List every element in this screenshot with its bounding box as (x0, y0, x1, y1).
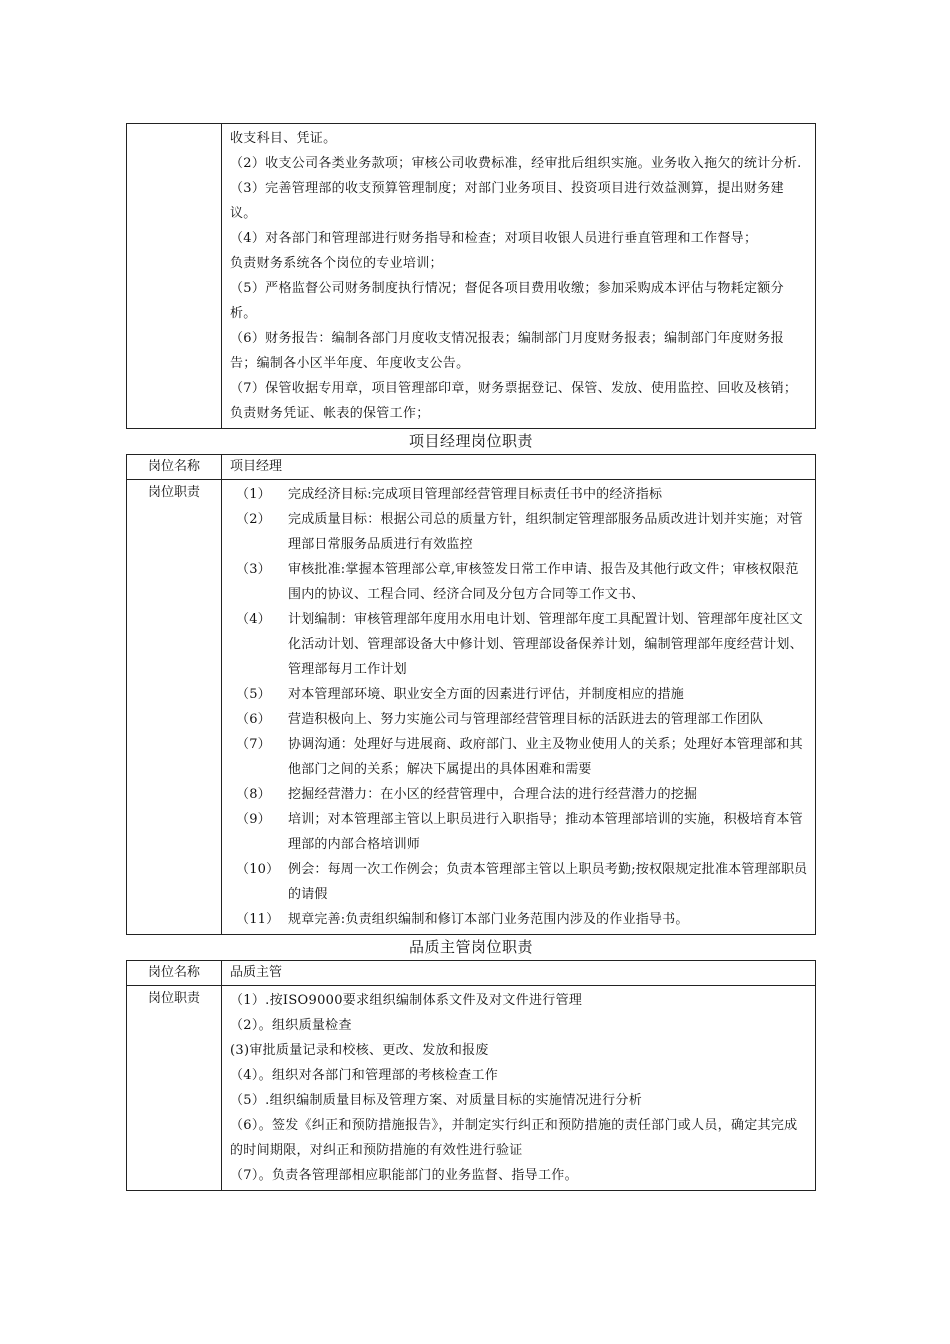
finance-line: （3）完善管理部的收支预算管理制度；对部门业务项目、投资项目进行效益测算，提出财务建议。 (230, 181, 784, 221)
item-number: （11） (236, 912, 280, 927)
finance-line: （6）财务报告：编制各部门月度收支情况报表；编制部门月度财务报表；编制部门年度财务报告；编制各小区半年度、年度收支公告。 (230, 331, 784, 371)
manager-name-label: 岗位名称 (127, 455, 222, 480)
item-number: （10） (236, 862, 280, 877)
list-item (230, 607, 808, 682)
item-text: 对本管理部环境、职业安全方面的因素进行评估，并制度相应的措施 (288, 687, 685, 702)
finance-line: （5）严格监督公司财务制度执行情况；督促各项目费用收缴；参加采购成本评估与物耗定额分析。 (230, 281, 784, 321)
finance-line: 收支科目、凭证。 (230, 131, 337, 146)
item-text: 挖掘经营潜力：在小区的经营管理中，合理合法的进行经营潜力的挖掘 (288, 787, 698, 802)
manager-duty-label-cell (127, 480, 222, 935)
quality-line: （4）。组织对各部门和管理部的考核检查工作 (230, 1068, 499, 1083)
item-number: （6） (236, 712, 271, 727)
document-page (126, 123, 816, 1191)
finance-label-cell (127, 124, 222, 429)
finance-line: 负责财务系统各个岗位的专业培训； (230, 256, 443, 271)
list-item (230, 482, 808, 507)
quality-section-title: 品质主管岗位职责 (408, 938, 533, 956)
manager-section-title: 项目经理岗位职责 (408, 432, 533, 450)
item-text: 规章完善:负责组织编制和修订本部门业务范围内涉及的作业指导书。 (288, 912, 689, 927)
item-text: 协调沟通：处理好与进展商、政府部门、业主及物业使用人的关系；处理好本管理部和其他部门之间的关系；解决下属提出的具体困难和需要 (288, 737, 803, 777)
list-item (230, 732, 808, 782)
list-item (230, 807, 808, 857)
list-item (230, 682, 808, 707)
quality-line: （6）。签发《纠正和预防措施报告》，并制定实行纠正和预防措施的责任部门或人员，确定其完成的时间期限，对纠正和预防措施的有效性进行验证 (230, 1118, 798, 1158)
finance-line: （4）对各部门和管理部进行财务指导和检查；对项目收银人员进行垂直管理和工作督导； (230, 231, 758, 246)
list-item (230, 782, 808, 807)
finance-line: （7）保管收据专用章，项目管理部印章，财务票据登记、保管、发放、使用监控、回收及核销；负责财务凭证、帐表的保管工作； (230, 381, 798, 421)
quality-name-label: 岗位名称 (127, 961, 222, 986)
quality-line: （1）.按ISO9000要求组织编制体系文件及对文件进行管理 (230, 993, 583, 1008)
quality-line: （2）。组织质量检查 (230, 1018, 352, 1033)
item-text: 完成质量目标：根据公司总的质量方针，组织制定管理部服务品质改进计划并实施；对管理部日常服务品质进行有效监控 (288, 512, 803, 552)
finance-content-cell (222, 124, 816, 429)
manager-duties-table (126, 454, 816, 935)
manager-name-value: 项目经理 (222, 455, 816, 480)
item-number: （1） (236, 487, 271, 502)
quality-duty-label: 岗位职责 (147, 991, 200, 1006)
item-number: （2） (236, 512, 271, 527)
list-item (230, 557, 808, 607)
manager-duty-content (222, 480, 816, 935)
finance-duties-table (126, 123, 816, 429)
quality-duty-label-cell (127, 986, 222, 1191)
list-item (230, 507, 808, 557)
item-number: （9） (236, 812, 271, 827)
item-text: 例会：每周一次工作例会；负责本管理部主管以上职员考勤;按权限规定批准本管理部职员的请假 (288, 862, 808, 902)
quality-line: （5）.组织编制质量目标及管理方案、对质量目标的实施情况进行分析 (230, 1093, 643, 1108)
item-number: （8） (236, 787, 271, 802)
item-text: 计划编制：审核管理部年度用水用电计划、管理部年度工具配置计划、管理部年度社区文化活动计划、管理部设备大中修计划、管理部设备保养计划，编制管理部年度经营计划、管理部每月工作计划 (288, 612, 803, 677)
item-number: （4） (236, 612, 271, 627)
quality-duty-content (222, 986, 816, 1191)
item-text: 营造积极向上、努力实施公司与管理部经营管理目标的活跃进去的管理部工作团队 (288, 712, 764, 727)
quality-duties-table (126, 960, 816, 1191)
quality-name-value: 品质主管 (222, 961, 816, 986)
item-text: 培训；对本管理部主管以上职员进行入职指导；推动本管理部培训的实施，积极培育本管理部的内部合格培训师 (288, 812, 803, 852)
quality-line: （7）。负责各管理部相应职能部门的业务监督、指导工作。 (230, 1168, 578, 1183)
quality-line: (3)审批质量记录和校核、更改、发放和报废 (230, 1043, 489, 1058)
item-number: （7） (236, 737, 271, 752)
list-item (230, 857, 808, 907)
manager-duty-label: 岗位职责 (147, 485, 200, 500)
list-item (230, 907, 808, 932)
list-item (230, 707, 808, 732)
item-text: 审核批准:掌握本管理部公章,审核签发日常工作申请、报告及其他行政文件；审核权限范围内的协议、工程合同、经济合同及分包方合同等工作文书、 (288, 562, 799, 602)
item-number: （3） (236, 562, 271, 577)
finance-line: （2）收支公司各类业务款项；审核公司收费标准，经审批后组织实施。业务收入拖欠的统计分析. (230, 156, 802, 171)
item-text: 完成经济目标:完成项目管理部经营管理目标责任书中的经济指标 (288, 487, 663, 502)
item-number: （5） (236, 687, 271, 702)
